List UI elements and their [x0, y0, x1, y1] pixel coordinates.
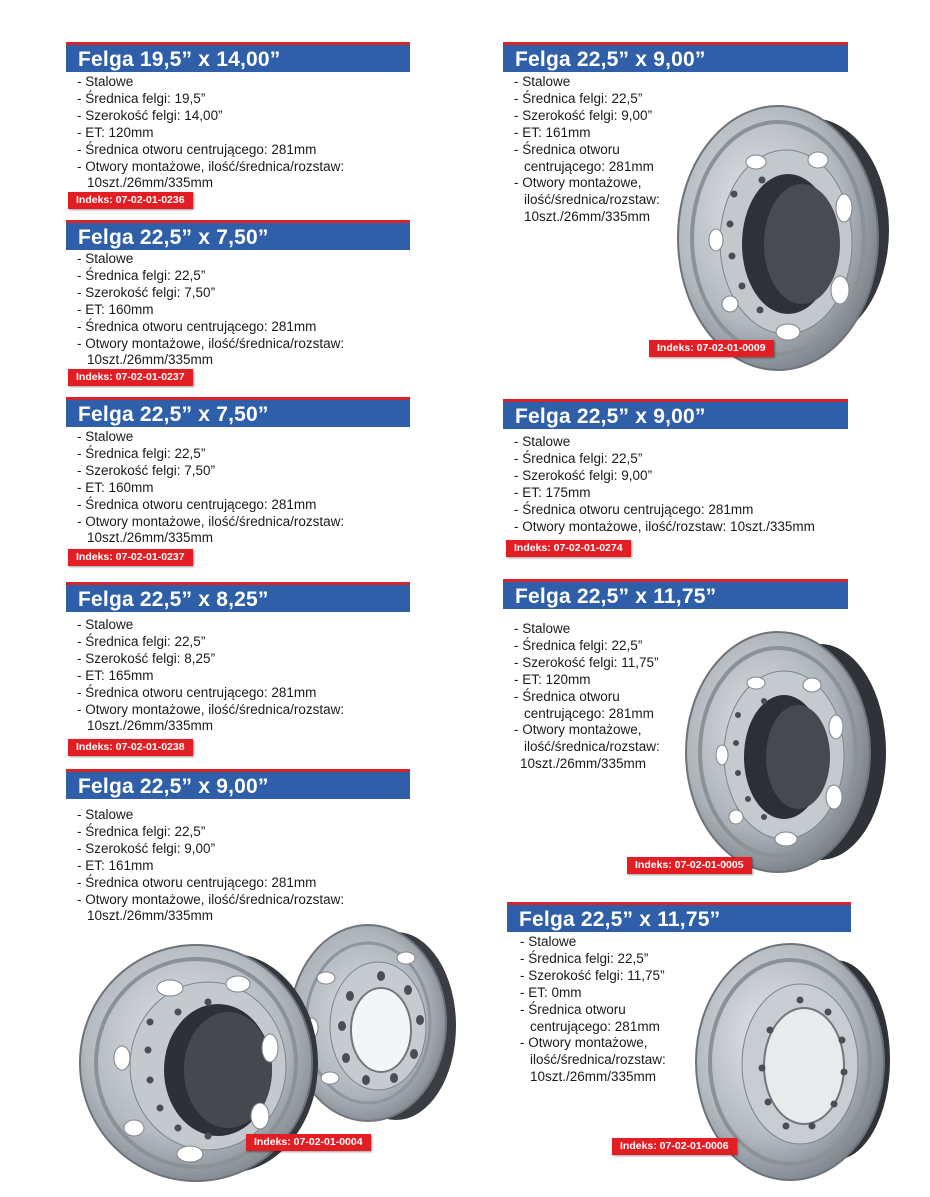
spec-item: - Średnica otworu centrującego: 281mm [77, 496, 317, 512]
spec-item: - Stalowe [77, 617, 134, 632]
spec-list [514, 621, 660, 773]
spec-list [77, 429, 344, 547]
spec-item: - Szerokość felgi: 11,75” [520, 967, 665, 983]
spec-list [77, 807, 344, 925]
spec-list [514, 74, 660, 226]
spec-item: - Średnica felgi: 22,5” [514, 637, 643, 653]
spec-item: 10szt./26mm/335mm [87, 908, 214, 924]
spec-item: - ET: 165mm [77, 667, 154, 683]
steel-rim-image [676, 100, 896, 372]
spec-item: - Średnica otworu centrującego: 281mm [77, 141, 317, 157]
product-title: Felga 22,5” x 11,75” [503, 579, 848, 609]
spec-item: - Średnica otworu [514, 688, 620, 704]
spec-item: - Otwory montażowe, [514, 175, 642, 191]
spec-item: - Szerokość felgi: 8,25” [77, 650, 216, 666]
spec-item: - Średnica otworu centrującego: 281mm [77, 684, 317, 700]
index-badge: Indeks: 07-02-01-0005 [627, 857, 752, 874]
spec-item: 10szt./26mm/335mm [87, 352, 214, 368]
spec-list [77, 74, 344, 192]
steel-rim-image [680, 627, 890, 877]
spec-item: - Szerokość felgi: 11,75” [514, 654, 659, 670]
spec-item: - Średnica felgi: 22,5” [520, 950, 649, 966]
spec-item: - Stalowe [77, 807, 134, 822]
spec-item: centrującego: 281mm [530, 1018, 660, 1034]
spec-item: - Stalowe [514, 434, 571, 449]
spec-item: - Otwory montażowe, ilość/średnica/rozstaw: [77, 891, 345, 907]
spec-item: 10szt./26mm/335mm [87, 718, 214, 734]
spec-item: - Szerokość felgi: 14,00” [77, 107, 223, 123]
spec-item: - Średnica felgi: 22,5” [514, 90, 643, 106]
spec-item: 10szt./26mm/335mm [524, 209, 651, 225]
spec-item: - ET: 120mm [514, 671, 591, 687]
spec-item: - Średnica otworu centrującego: 281mm [514, 501, 754, 517]
spec-item: 10szt./26mm/335mm [87, 175, 214, 191]
spec-item: - Szerokość felgi: 7,50” [77, 284, 216, 300]
index-badge: Indeks: 07-02-01-0009 [649, 340, 774, 357]
product-title: Felga 22,5” x 9,00” [66, 769, 410, 799]
spec-item: - Otwory montażowe, ilość/średnica/rozstaw: [77, 701, 345, 717]
spec-item: ilość/średnica/rozstaw: [524, 192, 660, 208]
index-badge: Indeks: 07-02-01-0237 [68, 549, 193, 566]
spec-item: - Średnica otworu centrującego: 281mm [77, 318, 317, 334]
product-title: Felga 22,5” x 9,00” [503, 399, 848, 429]
spec-item: - Otwory montażowe, [520, 1035, 648, 1051]
index-badge: Indeks: 07-02-01-0006 [612, 1138, 737, 1155]
spec-item: - ET: 175mm [514, 484, 591, 500]
spec-item: - ET: 0mm [520, 984, 582, 1000]
spec-item: - Szerokość felgi: 9,00” [77, 840, 216, 856]
spec-list [77, 617, 344, 735]
spec-item: - Szerokość felgi: 9,00” [514, 467, 653, 483]
spec-item: - Średnica otworu [520, 1001, 626, 1017]
spec-list [514, 434, 815, 535]
product-title: Felga 22,5” x 7,50” [66, 397, 410, 427]
spec-item: - Otwory montażowe, [514, 722, 642, 738]
spec-item: - Średnica felgi: 22,5” [77, 823, 206, 839]
product-title: Felga 22,5” x 11,75” [507, 902, 851, 932]
spec-item: - Otwory montażowe, ilość/średnica/rozstaw: [77, 158, 345, 174]
index-badge: Indeks: 07-02-01-0238 [68, 739, 193, 756]
spec-item: centrującego: 281mm [524, 705, 654, 721]
spec-item: - ET: 161mm [77, 857, 154, 873]
index-badge: Indeks: 07-02-01-0236 [68, 192, 193, 209]
spec-item: - Szerokość felgi: 7,50” [77, 462, 216, 478]
spec-item: - Średnica felgi: 22,5” [514, 450, 643, 466]
spec-item: centrującego: 281mm [524, 158, 654, 174]
spec-item: - Szerokość felgi: 9,00” [514, 107, 653, 123]
spec-item: 10szt./26mm/335mm [87, 530, 214, 546]
spec-item: - Otwory montażowe, ilość/rozstaw: 10szt./335mm [514, 518, 815, 534]
product-title: Felga 22,5” x 7,50” [66, 220, 410, 250]
spec-item: - Średnica otworu centrującego: 281mm [77, 874, 317, 890]
spec-item: - ET: 160mm [77, 479, 154, 495]
product-title: Felga 22,5” x 8,25” [66, 582, 410, 612]
spec-item: - ET: 160mm [77, 301, 154, 317]
spec-item: - Średnica felgi: 19,5” [77, 90, 206, 106]
spec-item: - Stalowe [514, 621, 571, 636]
spec-item: 10szt./26mm/335mm [520, 756, 647, 772]
spec-item: 10szt./26mm/335mm [530, 1069, 657, 1085]
spec-item: - ET: 120mm [77, 124, 154, 140]
spec-item: - Średnica otworu [514, 141, 620, 157]
spec-item: - Otwory montażowe, ilość/średnica/rozstaw: [77, 335, 345, 351]
index-badge: Indeks: 07-02-01-0274 [506, 540, 631, 557]
spec-item: ilość/średnica/rozstaw: [530, 1052, 666, 1068]
spec-item: - Stalowe [77, 74, 134, 89]
spec-item: - Średnica felgi: 22,5” [77, 267, 206, 283]
spec-item: - Średnica felgi: 22,5” [77, 445, 206, 461]
spec-list [77, 251, 344, 369]
spec-list [520, 934, 666, 1086]
spec-item: - Stalowe [77, 251, 134, 266]
product-title: Felga 22,5” x 9,00” [503, 42, 848, 72]
index-badge: Indeks: 07-02-01-0237 [68, 369, 193, 386]
product-title: Felga 19,5” x 14,00” [66, 42, 410, 72]
spec-item: - ET: 161mm [514, 124, 591, 140]
index-badge: Indeks: 07-02-01-0004 [246, 1134, 371, 1151]
spec-item: - Stalowe [77, 429, 134, 444]
spec-item: - Średnica felgi: 22,5” [77, 633, 206, 649]
spec-item: - Stalowe [520, 934, 577, 949]
spec-item: ilość/średnica/rozstaw: [524, 739, 660, 755]
spec-item: - Stalowe [514, 74, 571, 89]
spec-item: - Otwory montażowe, ilość/średnica/rozstaw: [77, 513, 345, 529]
